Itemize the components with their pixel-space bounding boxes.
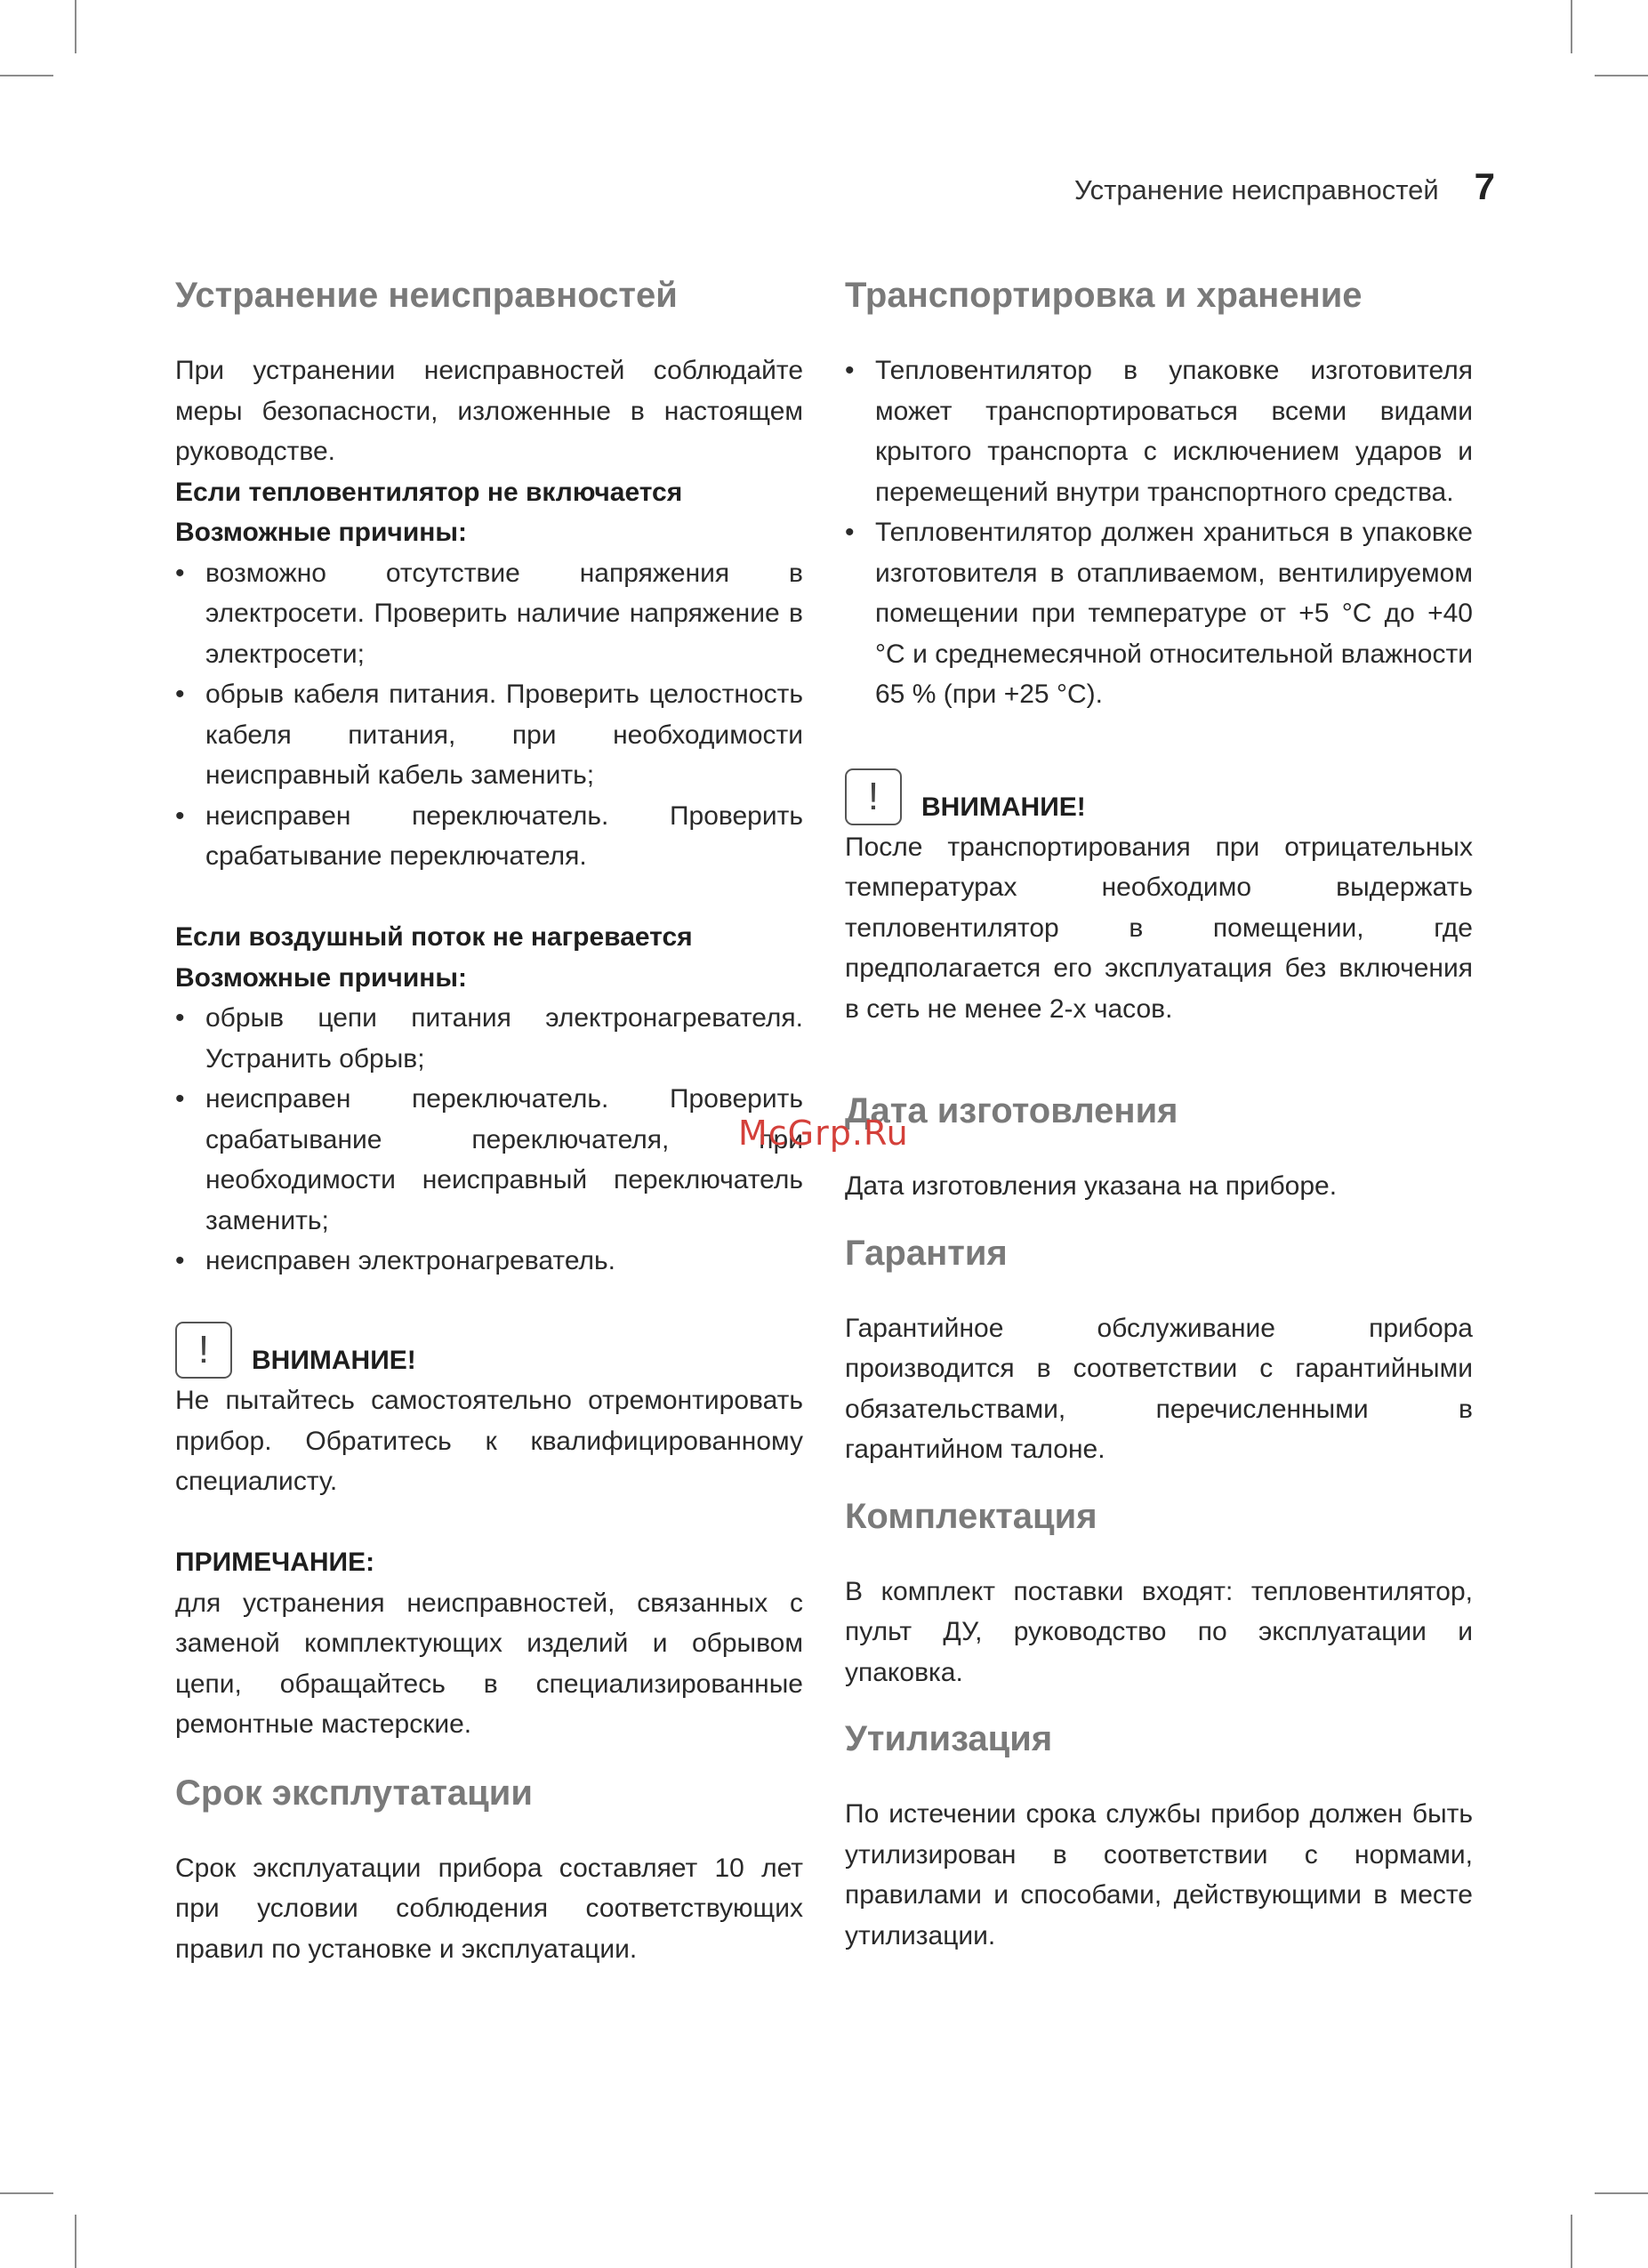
exclamation-icon: ! bbox=[845, 768, 902, 825]
crop-mark bbox=[1595, 75, 1648, 76]
list-item: • обрыв цепи питания электронагревателя. Устранить обрыв; bbox=[175, 998, 803, 1079]
section-title-manufacture-date: Дата изготовления bbox=[845, 1091, 1178, 1130]
note-text: для устранения неисправностей, связанных с заменой комплектующих изделий и обрывом цепи, обращайтесь в специализированные ремонтные мастерские. bbox=[175, 1588, 803, 1739]
left-column bbox=[175, 267, 803, 1969]
case1-causes-label: Возможные причины: bbox=[175, 518, 467, 547]
disposal-text: По истечении срока службы прибор должен быть утилизирован в соответствии с нормами, правилами и способами, действующими в месте утилизации. bbox=[845, 1799, 1473, 1950]
warning-text: После транспортирования при отрицательных температурах необходимо выдержать тепловентилятор в помещении, где предполагается его эксплуатация без включения в сеть не менее 2-х часов. bbox=[845, 832, 1473, 1024]
case1-heading: Если тепловентилятор не включается bbox=[175, 477, 683, 507]
warranty-text: Гарантийное обслуживание прибора производится в соответствии с гарантийными обязательствами, перечисленными в гарантийном талоне. bbox=[845, 1313, 1473, 1464]
section-title-contents: Комплектация bbox=[845, 1496, 1097, 1536]
page-number: 7 bbox=[1474, 165, 1495, 207]
warning-callout bbox=[845, 768, 1473, 825]
transport-section bbox=[845, 267, 1473, 1029]
exclamation-icon: ! bbox=[175, 1322, 232, 1379]
crop-mark bbox=[1571, 2215, 1572, 2268]
list-item: • неисправен переключатель. Проверить срабатывание переключателя. bbox=[175, 796, 803, 877]
warning-callout bbox=[175, 1322, 803, 1379]
case2-heading: Если воздушный поток не нагревается bbox=[175, 922, 693, 952]
section-title-warranty: Гарантия bbox=[845, 1233, 1008, 1273]
crop-mark bbox=[1571, 0, 1572, 53]
crop-mark bbox=[75, 0, 76, 53]
section-title-disposal: Утилизация bbox=[845, 1719, 1053, 1758]
running-header-title: Устранение неисправностей bbox=[1074, 174, 1439, 205]
manufacture-date-text: Дата изготовления указана на приборе. bbox=[845, 1171, 1338, 1201]
warranty-section bbox=[845, 1225, 1473, 1470]
troubleshooting-section bbox=[175, 267, 803, 1745]
crop-mark bbox=[0, 75, 53, 76]
note-title: ПРИМЕЧАНИЕ: bbox=[175, 1548, 375, 1577]
contents-section bbox=[845, 1488, 1473, 1693]
troubleshooting-intro: При устранении неисправностей соблюдайте меры безопасности, изложенные в настоящем руководстве. bbox=[175, 356, 803, 466]
warning-title: ВНИМАНИЕ! bbox=[252, 1346, 416, 1375]
running-header bbox=[1074, 165, 1495, 208]
list-item: • обрыв кабеля питания. Проверить целостность кабеля питания, при необходимости неисправный кабель заменить; bbox=[175, 674, 803, 796]
section-title-troubleshooting: Устранение неисправностей bbox=[175, 276, 678, 315]
manufacture-date-section bbox=[845, 1082, 1473, 1207]
warning-text: Не пытайтесь самостоятельно отремонтировать прибор. Обратитесь к квалифицированному специалисту. bbox=[175, 1386, 803, 1496]
case2-causes-label: Возможные причины: bbox=[175, 962, 467, 993]
crop-mark bbox=[1595, 2192, 1648, 2194]
service-life-text: Срок эксплуатации прибора составляет 10 лет при условии соблюдения соответствующих правил по установке и эксплуатации. bbox=[175, 1853, 803, 1964]
list-item: • неисправен переключатель. Проверить срабатывание переключателя, при необходимости неисправный переключатель заменить; bbox=[175, 1079, 803, 1241]
section-title-service-life: Срок эксплутатации bbox=[175, 1773, 533, 1813]
warning-title: ВНИМАНИЕ! bbox=[921, 792, 1086, 822]
case2-causes-list bbox=[175, 998, 803, 1282]
disposal-section bbox=[845, 1710, 1473, 1956]
service-life-section bbox=[175, 1765, 803, 1970]
crop-mark bbox=[0, 2192, 53, 2194]
contents-text: В комплект поставки входят: тепловентилятор, пульт ДУ, руководство по эксплуатации и упаковка. bbox=[845, 1576, 1473, 1687]
list-item: • возможно отсутствие напряжения в электросети. Проверить наличие напряжение в электросети; bbox=[175, 553, 803, 675]
section-title-transport: Транспортировка и хранение bbox=[845, 276, 1363, 315]
list-item: • Тепловентилятор должен храниться в упаковке изготовителя в отапливаемом, вентилируемом помещении при температуре от +5 °С до +40 °С и среднемесячной относительной влажности 65 % (при +25 °С). bbox=[845, 512, 1473, 715]
list-item: • неисправен электронагреватель. bbox=[175, 1241, 803, 1282]
list-item: • Тепловентилятор в упаковке изготовителя может транспортироваться всеми видами крытого транспорта с исключением ударов и перемещений внутри транспортного средства. bbox=[845, 350, 1473, 512]
transport-list bbox=[845, 350, 1473, 715]
right-column bbox=[845, 267, 1473, 1956]
crop-mark bbox=[75, 2215, 76, 2268]
watermark: McGrp.Ru bbox=[738, 1114, 909, 1153]
case1-causes-list bbox=[175, 553, 803, 877]
